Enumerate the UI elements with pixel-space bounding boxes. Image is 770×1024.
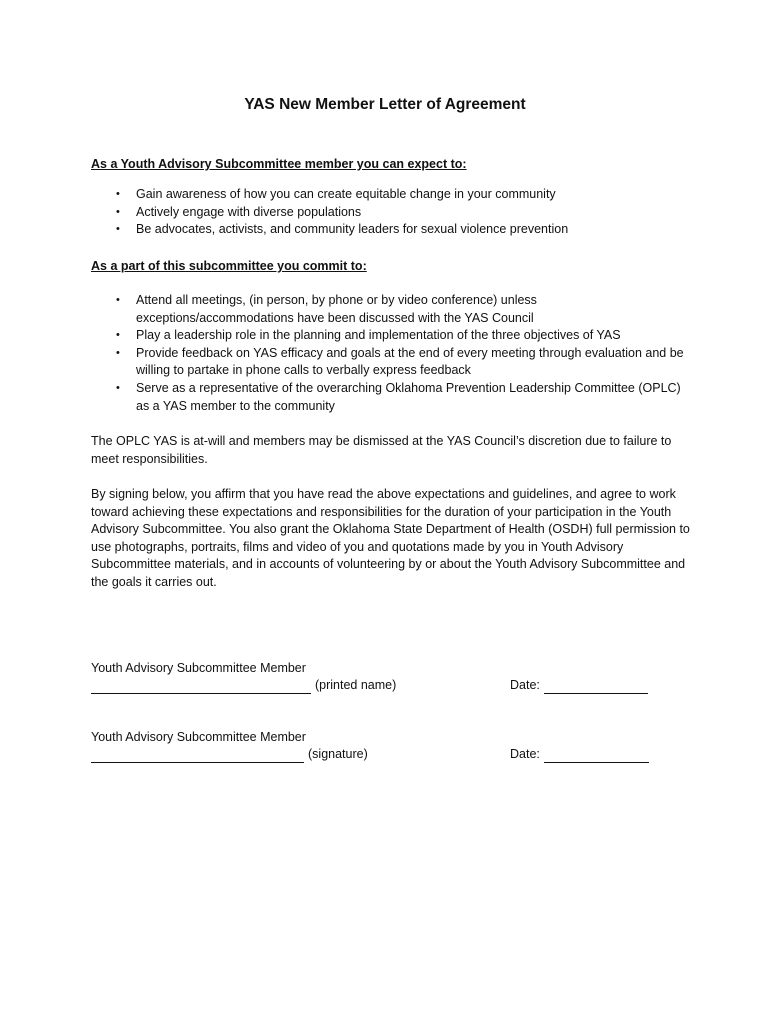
bullet-icon: • [116,329,120,342]
signing-paragraph: By signing below, you affirm that you have read the above expectations and guidelines, and agree to work toward achieving these expectations and responsibilities for the duration of your participation in the Youth Advisory Subcommittee. You also grant the Oklahoma State Department of Health (OSDH) full permission to use photographs, portraits, films and video of you and quotations made by you in Youth Advisory Subcommittee materials, and in accounts of volunteering by or about the Youth Advisory Subcommittee and the goals it carries out. [91,487,690,589]
signature-suffix: (signature) [308,747,368,761]
bullet-icon: • [116,381,120,394]
member-label-printed: Youth Advisory Subcommittee Member [91,661,306,675]
list-item: • Provide feedback on YAS efficacy and goals at the end of every meeting through evaluation and be willing to partake in phone calls to verbally express feedback [116,345,684,378]
list-item: • Be advocates, activists, and community leaders for sexual violence prevention [91,221,691,239]
commit-heading: As a part of this subcommittee you commit to: [91,259,367,273]
signature-date-blank[interactable] [544,750,649,763]
printed-name-blank[interactable] [91,681,311,694]
list-item: • Attend all meetings, (in person, by phone or by video conference) unless exceptions/accommodations have been discussed with the YAS Council [116,293,537,325]
list-item: • Play a leadership role in the planning and implementation of the three objectives of YAS [91,327,691,345]
commit-list [91,292,691,415]
printed-name-suffix: (printed name) [315,678,397,692]
bullet-icon: • [116,223,120,236]
bullet-icon: • [116,346,120,359]
bullet-icon: • [116,205,120,218]
printed-name-field[interactable] [91,677,396,694]
signature-blank[interactable] [91,750,304,763]
expect-list [91,186,691,239]
list-item: • Serve as a representative of the overarching Oklahoma Prevention Leadership Committee (OPLC) as a YAS member to the community [116,380,681,413]
expect-heading: As a Youth Advisory Subcommittee member you can expect to: [91,157,467,171]
signature-date-field[interactable] [510,746,649,763]
bullet-icon: • [116,294,120,306]
member-label-signature: Youth Advisory Subcommittee Member [91,730,306,744]
date-label: Date: [510,747,540,761]
signature-field[interactable] [91,746,368,763]
date-label: Date: [510,678,540,692]
list-item: • Gain awareness of how you can create equitable change in your community [91,186,691,204]
dismissal-paragraph: The OPLC YAS is at-will and members may be dismissed at the YAS Council’s discretion due to failure to meet responsibilities. [91,434,672,466]
bullet-icon: • [116,188,120,200]
printed-date-blank[interactable] [544,681,648,694]
printed-date-field[interactable] [510,677,648,694]
document-title: YAS New Member Letter of Agreement [244,96,526,113]
list-item: • Actively engage with diverse populations [91,204,691,222]
